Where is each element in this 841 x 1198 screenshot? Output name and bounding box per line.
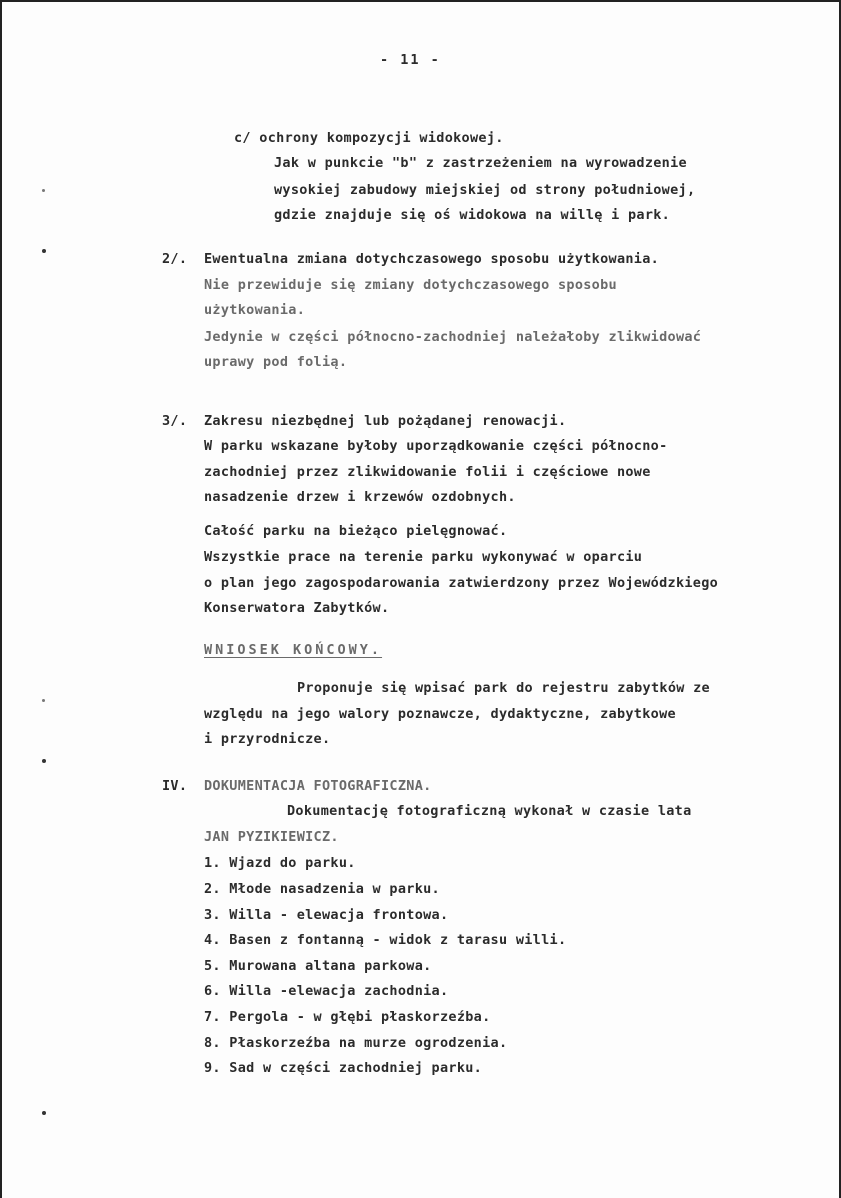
- conclusion-line: względu na jego walory poznawcze, dydaktyczne, zabytkowe: [204, 706, 676, 722]
- section-2-line: Jedynie w części północno-zachodniej należałoby zlikwidować: [204, 329, 702, 345]
- section-2-line: Nie przewiduje się zmiany dotychczasowego sposobu: [204, 277, 617, 293]
- conclusion-line: Proponuje się wpisać park do rejestru zabytków ze: [297, 680, 710, 696]
- section-3-line: o plan jego zagospodarowania zatwierdzony przez Wojewódzkiego: [204, 575, 719, 591]
- margin-mark: [42, 189, 45, 192]
- section-c-line: gdzie znajduje się oś widokowa na willę i park.: [274, 207, 671, 223]
- conclusion-heading: WNIOSEK KOŃCOWY.: [204, 642, 383, 658]
- section-3-line: zachodniej przez zlikwidowanie folii i częściowe nowe: [204, 464, 651, 480]
- section-3-line: W parku wskazane byłoby uporządkowanie części północno-: [204, 438, 668, 454]
- margin-mark: [42, 759, 46, 763]
- section-IV-heading: DOKUMENTACJA FOTOGRAFICZNA.: [204, 778, 432, 794]
- section-IV-number: IV.: [162, 778, 188, 794]
- page-number: - 11 -: [380, 52, 441, 68]
- section-2-number: 2/.: [162, 251, 188, 267]
- section-2-line: użytkowania.: [204, 302, 306, 318]
- section-c-heading: c/ ochrony kompozycji widokowej.: [234, 130, 504, 146]
- section-c-line: wysokiej zabudowy miejskiej od strony południowej,: [274, 182, 696, 198]
- photo-list-item: 9. Sad w części zachodniej parku.: [204, 1060, 483, 1076]
- section-3-line: Konserwatora Zabytków.: [204, 600, 390, 616]
- photo-list-item: 3. Willa - elewacja frontowa.: [204, 907, 449, 923]
- margin-mark: [42, 699, 45, 702]
- section-2-line: uprawy pod folią.: [204, 354, 348, 370]
- margin-mark: [42, 249, 46, 253]
- section-3-number: 3/.: [162, 413, 188, 429]
- section-3-line: Całość parku na bieżąco pielęgnować.: [204, 523, 508, 539]
- photo-list-item: 5. Murowana altana parkowa.: [204, 958, 432, 974]
- photo-list-item: 4. Basen z fontanną - widok z tarasu willi.: [204, 932, 567, 948]
- section-IV-intro: JAN PYZIKIEWICZ.: [204, 829, 339, 845]
- section-2-heading: Ewentualna zmiana dotychczasowego sposobu użytkowania.: [204, 251, 660, 267]
- section-3-line: Wszystkie prace na terenie parku wykonywać w oparciu: [204, 549, 643, 565]
- photo-list-item: 1. Wjazd do parku.: [204, 855, 356, 871]
- photo-list-item: 7. Pergola - w głębi płaskorzeźba.: [204, 1009, 491, 1025]
- photo-list-item: 8. Płaskorzeźba na murze ogrodzenia.: [204, 1035, 508, 1051]
- photo-list-item: 2. Młode nasadzenia w parku.: [204, 881, 440, 897]
- margin-mark: [42, 1111, 46, 1115]
- section-c-line: Jak w punkcie "b" z zastrzeżeniem na wyrowadzenie: [274, 155, 687, 171]
- section-IV-intro: Dokumentację fotograficzną wykonał w czasie lata: [287, 803, 692, 819]
- conclusion-line: i przyrodnicze.: [204, 731, 331, 747]
- section-3-line: nasadzenie drzew i krzewów ozdobnych.: [204, 489, 516, 505]
- photo-list-item: 6. Willa -elewacja zachodnia.: [204, 983, 449, 999]
- section-3-heading: Zakresu niezbędnej lub pożądanej renowacji.: [204, 413, 567, 429]
